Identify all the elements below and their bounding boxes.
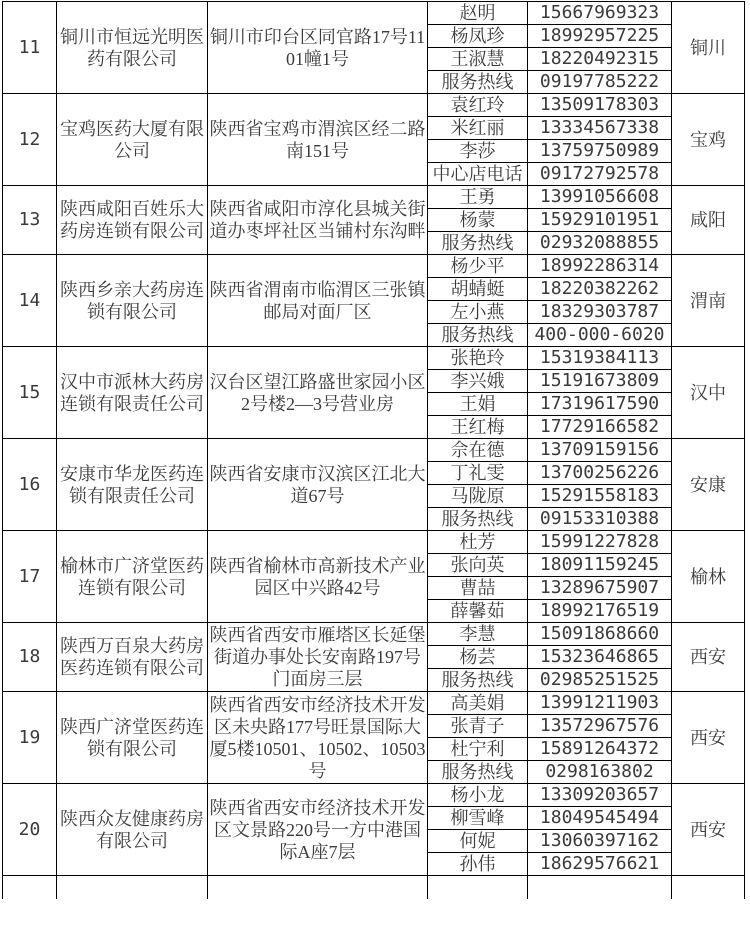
contact-phone-cell: 18220492315 bbox=[528, 48, 672, 71]
contact-phone-cell: 15667969323 bbox=[528, 2, 672, 25]
contact-phone-cell: 17729166582 bbox=[528, 416, 672, 439]
row-number-cell bbox=[3, 876, 57, 899]
contact-name-cell: 服务热线 bbox=[428, 71, 528, 94]
contact-phone-cell: 13700256226 bbox=[528, 462, 672, 485]
row-number-cell: 19 bbox=[3, 692, 57, 784]
contact-phone-cell: 18220382262 bbox=[528, 278, 672, 301]
contact-phone-cell: 15091868660 bbox=[528, 623, 672, 646]
contact-phone-cell: 15323646865 bbox=[528, 646, 672, 669]
contact-name-cell: 高美娟 bbox=[428, 692, 528, 715]
row-number-cell: 13 bbox=[3, 186, 57, 255]
contact-phone-cell: 13309203657 bbox=[528, 784, 672, 807]
contact-phone-cell: 18992176519 bbox=[528, 600, 672, 623]
contact-name-cell: 服务热线 bbox=[428, 324, 528, 347]
contact-phone-cell: 02932088855 bbox=[528, 232, 672, 255]
table-body bbox=[3, 2, 745, 899]
city-cell: 宝鸡 bbox=[672, 94, 745, 186]
contact-phone-cell: 400-000-6020 bbox=[528, 324, 672, 347]
contact-phone-cell: 18992286314 bbox=[528, 255, 672, 278]
contact-row bbox=[3, 439, 745, 462]
row-number-cell: 15 bbox=[3, 347, 57, 439]
row-number-cell: 16 bbox=[3, 439, 57, 531]
contact-name-cell: 杨芸 bbox=[428, 646, 528, 669]
contact-name-cell bbox=[428, 876, 528, 899]
contact-name-cell: 曹喆 bbox=[428, 577, 528, 600]
city-cell: 渭南 bbox=[672, 255, 745, 347]
contact-row bbox=[3, 94, 745, 117]
contact-phone-cell: 13334567338 bbox=[528, 117, 672, 140]
contact-phone-cell: 13572967576 bbox=[528, 715, 672, 738]
contact-name-cell: 佘在德 bbox=[428, 439, 528, 462]
contact-phone-cell: 0298163802 bbox=[528, 761, 672, 784]
contact-phone-cell: 18992957225 bbox=[528, 25, 672, 48]
row-number-cell: 20 bbox=[3, 784, 57, 876]
company-cell: 陕西咸阳百姓乐大药房连锁有限公司 bbox=[57, 186, 208, 255]
city-cell: 咸阳 bbox=[672, 186, 745, 255]
row-number-cell: 11 bbox=[3, 2, 57, 94]
row-number-cell: 18 bbox=[3, 623, 57, 692]
city-cell: 西安 bbox=[672, 784, 745, 876]
contact-name-cell: 何妮 bbox=[428, 830, 528, 853]
company-cell: 汉中市派林大药房连锁有限责任公司 bbox=[57, 347, 208, 439]
city-cell: 西安 bbox=[672, 692, 745, 784]
city-cell: 西安 bbox=[672, 623, 745, 692]
city-cell bbox=[672, 876, 745, 899]
contact-phone-cell: 13991056608 bbox=[528, 186, 672, 209]
contact-name-cell: 李莎 bbox=[428, 140, 528, 163]
contact-name-cell: 杨凤珍 bbox=[428, 25, 528, 48]
company-cell: 铜川市恒远光明医药有限公司 bbox=[57, 2, 208, 94]
contact-phone-cell: 15991227828 bbox=[528, 531, 672, 554]
contact-name-cell: 王娟 bbox=[428, 393, 528, 416]
contact-name-cell: 张青子 bbox=[428, 715, 528, 738]
address-cell: 陕西省安康市汉滨区江北大道67号 bbox=[208, 439, 428, 531]
address-cell: 陕西省西安市经济技术开发区未央路177号旺景国际大厦5楼10501、10502、10503号 bbox=[208, 692, 428, 784]
contact-phone-cell: 13991211903 bbox=[528, 692, 672, 715]
city-cell: 汉中 bbox=[672, 347, 745, 439]
contact-name-cell: 服务热线 bbox=[428, 508, 528, 531]
contact-name-cell: 张向英 bbox=[428, 554, 528, 577]
city-cell: 安康 bbox=[672, 439, 745, 531]
address-cell bbox=[208, 876, 428, 899]
contact-name-cell: 王淑慧 bbox=[428, 48, 528, 71]
contact-phone-cell: 13709159156 bbox=[528, 439, 672, 462]
contact-name-cell: 丁礼雯 bbox=[428, 462, 528, 485]
contact-phone-cell: 13060397162 bbox=[528, 830, 672, 853]
contact-phone-cell: 13759750989 bbox=[528, 140, 672, 163]
contact-phone-cell: 09172792578 bbox=[528, 163, 672, 186]
address-cell: 铜川市印台区同官路17号1101幢1号 bbox=[208, 2, 428, 94]
contact-name-cell: 马陇原 bbox=[428, 485, 528, 508]
contact-name-cell: 李慧 bbox=[428, 623, 528, 646]
contact-phone-cell: 15891264372 bbox=[528, 738, 672, 761]
contact-phone-cell: 09197785222 bbox=[528, 71, 672, 94]
contact-phone-cell: 15291558183 bbox=[528, 485, 672, 508]
address-cell: 陕西省宝鸡市渭滨区经二路南151号 bbox=[208, 94, 428, 186]
contact-name-cell: 服务热线 bbox=[428, 761, 528, 784]
contact-name-cell: 杜芳 bbox=[428, 531, 528, 554]
company-cell: 榆林市广济堂医药连锁有限公司 bbox=[57, 531, 208, 623]
contact-name-cell: 薛馨茹 bbox=[428, 600, 528, 623]
contact-name-cell: 服务热线 bbox=[428, 669, 528, 692]
company-cell: 安康市华龙医药连锁有限责任公司 bbox=[57, 439, 208, 531]
contact-phone-cell: 17319617590 bbox=[528, 393, 672, 416]
contact-name-cell: 孙伟 bbox=[428, 853, 528, 876]
row-number-cell: 14 bbox=[3, 255, 57, 347]
contact-name-cell: 袁红玲 bbox=[428, 94, 528, 117]
company-cell bbox=[57, 876, 208, 899]
contact-row bbox=[3, 2, 745, 25]
contact-name-cell: 胡蜻蜓 bbox=[428, 278, 528, 301]
contact-phone-cell: 02985251525 bbox=[528, 669, 672, 692]
address-cell: 陕西省西安市雁塔区长延堡街道办事处长安南路197号门面房三层 bbox=[208, 623, 428, 692]
contact-name-cell: 王勇 bbox=[428, 186, 528, 209]
contact-name-cell: 赵明 bbox=[428, 2, 528, 25]
contact-phone-cell: 15191673809 bbox=[528, 370, 672, 393]
contact-row bbox=[3, 531, 745, 554]
company-cell: 陕西乡亲大药房连锁有限公司 bbox=[57, 255, 208, 347]
contact-name-cell: 张艳玲 bbox=[428, 347, 528, 370]
company-cell: 陕西众友健康药房有限公司 bbox=[57, 784, 208, 876]
company-cell: 宝鸡医药大厦有限公司 bbox=[57, 94, 208, 186]
contact-phone-cell: 15929101951 bbox=[528, 209, 672, 232]
address-cell: 陕西省西安市经济技术开发区文景路220号一方中港国际A座7层 bbox=[208, 784, 428, 876]
contact-phone-cell: 13289675907 bbox=[528, 577, 672, 600]
contact-phone-cell bbox=[528, 876, 672, 899]
contact-phone-cell: 18629576621 bbox=[528, 853, 672, 876]
contact-name-cell: 王红梅 bbox=[428, 416, 528, 439]
contact-row bbox=[3, 784, 745, 807]
contact-name-cell: 杜宁利 bbox=[428, 738, 528, 761]
contact-name-cell: 杨蒙 bbox=[428, 209, 528, 232]
address-cell: 陕西省渭南市临渭区三张镇邮局对面厂区 bbox=[208, 255, 428, 347]
contact-name-cell: 柳雪峰 bbox=[428, 807, 528, 830]
city-cell: 榆林 bbox=[672, 531, 745, 623]
pharmacy-contact-table bbox=[2, 1, 745, 899]
contact-name-cell: 杨小龙 bbox=[428, 784, 528, 807]
contact-name-cell: 李兴娥 bbox=[428, 370, 528, 393]
address-cell: 陕西省咸阳市淳化县城关街道办枣坪社区当铺村东沟畔 bbox=[208, 186, 428, 255]
city-cell: 铜川 bbox=[672, 2, 745, 94]
contact-row bbox=[3, 186, 745, 209]
partial-next-row bbox=[3, 876, 745, 899]
row-number-cell: 12 bbox=[3, 94, 57, 186]
row-number-cell: 17 bbox=[3, 531, 57, 623]
contact-row bbox=[3, 347, 745, 370]
contact-name-cell: 米红丽 bbox=[428, 117, 528, 140]
address-cell: 汉台区望江路盛世家园小区2号楼2—3号营业房 bbox=[208, 347, 428, 439]
contact-name-cell: 中心店电话 bbox=[428, 163, 528, 186]
company-cell: 陕西广济堂医药连锁有限公司 bbox=[57, 692, 208, 784]
contact-row bbox=[3, 692, 745, 715]
contact-name-cell: 杨少平 bbox=[428, 255, 528, 278]
contact-row bbox=[3, 255, 745, 278]
contact-phone-cell: 18049545494 bbox=[528, 807, 672, 830]
contact-phone-cell: 13509178303 bbox=[528, 94, 672, 117]
contact-phone-cell: 09153310388 bbox=[528, 508, 672, 531]
company-cell: 陕西万百泉大药房医药连锁有限公司 bbox=[57, 623, 208, 692]
contact-name-cell: 服务热线 bbox=[428, 232, 528, 255]
contact-row bbox=[3, 623, 745, 646]
contact-phone-cell: 15319384113 bbox=[528, 347, 672, 370]
contact-name-cell: 左小燕 bbox=[428, 301, 528, 324]
address-cell: 陕西省榆林市高新技术产业园区中兴路42号 bbox=[208, 531, 428, 623]
contact-phone-cell: 18091159245 bbox=[528, 554, 672, 577]
contact-phone-cell: 18329303787 bbox=[528, 301, 672, 324]
